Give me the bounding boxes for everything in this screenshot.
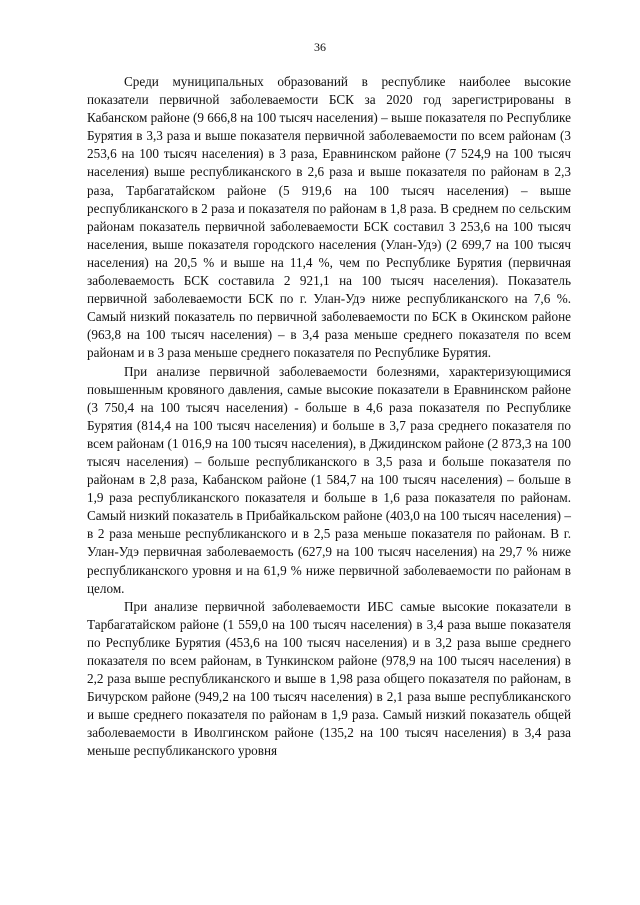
paragraph-hypertension: При анализе первичной заболеваемости болезнями, характеризующимися повышенным кровяного давления, самые высокие показатели в Еравнинском районе (3 750,4 на 100 тысяч населения) - больше в 4,6 раза показателя по Республике Бурятия (814,4 на 100 тысяч населения) и больше в 3,7 раза среднего показателя по всем районам (1 016,9 на 100 тысяч населения), в Джидинском районе (2 873,3 на 100 тысяч населения) – больше республиканского в 3,5 раза и больше показателя по районам в 2,8 раза, Кабанском районе (1 584,7 на 100 тысяч населения) – больше в 1,9 раза республиканского показателя и больше в 1,6 раза показателя по районам. Самый низкий показатель в Прибайкальском районе (403,0 на 100 тысяч населения) – в 2 раза меньше республиканского и в 2,5 раза меньше показателя по районам. В г. Улан-Удэ первичная заболеваемость (627,9 на 100 тысяч населения) на 29,7 % ниже республиканского уровня и на 61,9 % ниже первичной заболеваемости по районам в целом.: [87, 363, 571, 596]
page-number: 36: [314, 40, 326, 54]
paragraph-ibs: При анализе первичной заболеваемости ИБС самые высокие показатели в Тарбагатайском районе (1 559,0 на 100 тысяч населения) в 3,4 раза выше показателя по Республике Бурятия (453,6 на 100 тысяч населения) и в 3,2 раза выше среднего показателя по всем районам, в Тункинском районе (978,9 на 100 тысяч населения) в 2,2 раза выше республиканского и выше в 1,98 раза общего показателя по районам, в Бичурском районе (949,2 на 100 тысяч населения) в 2,1 раза выше республиканского и выше среднего показателя по районам в 1,9 раза. Самый низкий показатель общей заболеваемости в Иволгинском районе (135,2 на 100 тысяч населения) в 3,4 раза меньше республиканского уровня: [87, 598, 571, 759]
body-text: [87, 73, 571, 761]
paragraph-bsk: Среди муниципальных образований в республике наиболее высокие показатели первичной заболеваемости БСК за 2020 год зарегистрированы в Кабанском районе (9 666,8 на 100 тысяч населения) – выше показателя по Республике Бурятия в 3,3 раза и выше показателя первичной заболеваемости по всем районам (3 253,6 на 100 тысяч населения) в 3 раза, Еравнинском районе (7 524,9 на 100 тысяч населения) выше республиканского в 2,6 раза и выше показателя по районам в 2,3 раза, Тарбагатайском районе (5 919,6 на 100 тысяч населения) – выше республиканского в 2 раза и показателя по районам в 1,8 раза. В среднем по сельским районам показатель первичной заболеваемости БСК составил 3 253,6 на 100 тысяч населения, выше показателя городского населения (Улан-Удэ) (2 699,7 на 100 тысяч населения) на 20,5 % и выше на 11,4 %, чем по Республике Бурятия (первичная заболеваемость БСК составила 2 921,1 на 100 тысяч населения). Показатель первичной заболеваемости БСК по г. Улан-Удэ ниже республиканского на 7,6 %. Самый низкий показатель по первичной заболеваемости по БСК в Окинском районе (963,8 на 100 тысяч населения) – в 3,4 раза меньше среднего показателя по всем районам и в 3 раза меньше среднего показателя по Республике Бурятия.: [87, 74, 571, 361]
